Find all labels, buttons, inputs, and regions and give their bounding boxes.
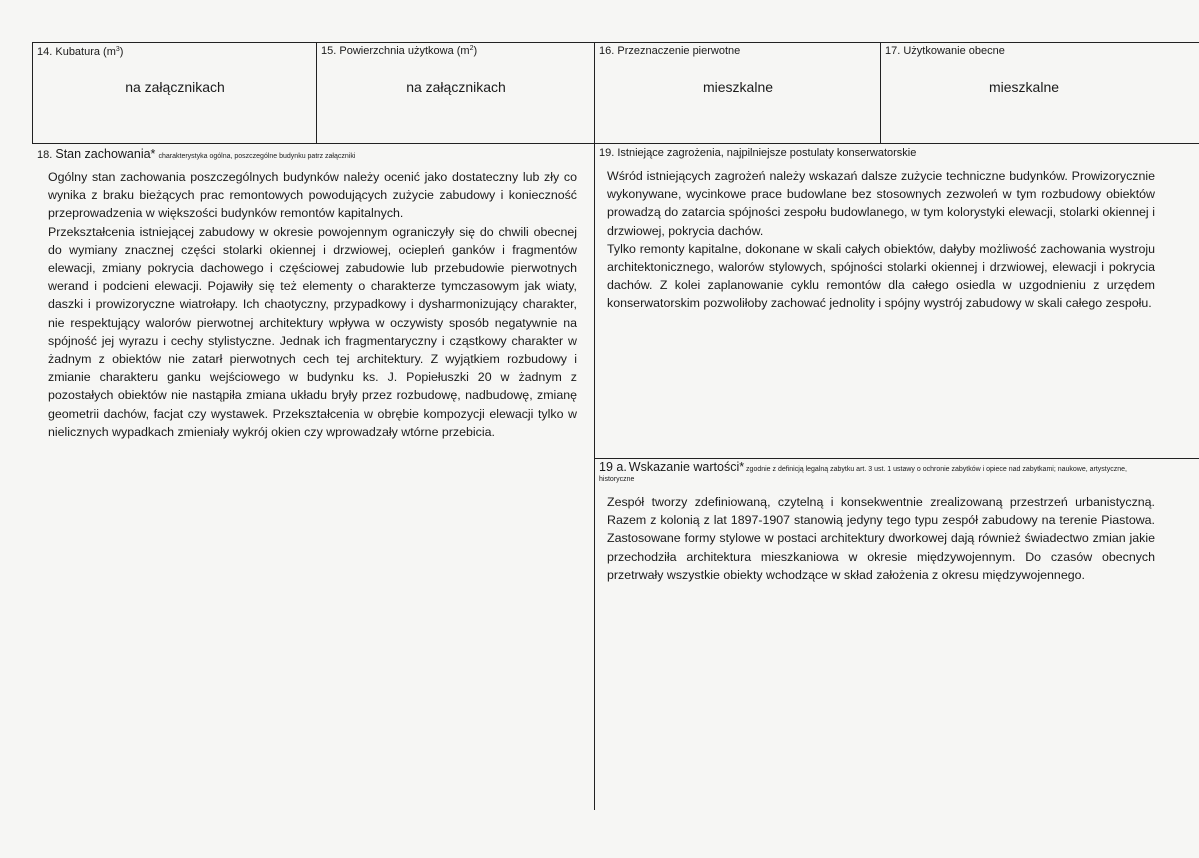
- cell-15-value: na załącznikach: [406, 79, 506, 95]
- cell-15-label: 15. Powierzchnia użytkowa $(m^2)$: [321, 45, 478, 57]
- column-divider-line-1: [316, 42, 317, 144]
- section-18-text: [48, 168, 577, 441]
- cell-17-label: 17. Użytkowanie obecne: [885, 45, 1005, 57]
- cell-14-label: 14. Kubatura $(m^3)$: [37, 46, 124, 58]
- column-divider-line-2: [594, 42, 595, 810]
- cell-17-value: mieszkalne: [988, 79, 1060, 95]
- section-19-text: [607, 167, 1155, 313]
- left-border-line: [32, 42, 33, 144]
- column-divider-line-3: [880, 42, 881, 144]
- cell-14-value: na załącznikach: [125, 79, 225, 95]
- cell-16-value: mieszkalne: [702, 79, 774, 95]
- section-19-paragraph: Tylko remonty kapitalne, dokonane w skali całych obiektów, dałyby możliwość zachowania wystroju architektonicznego, walorów stylowych, spójności stolarki okiennej i drzwiowej, elewacji i pokrycia dachów. Z kolei zaplanowanie cyklu remontów dla całego osiedla w uzgodnieniu z urzędem konserwatorskim pozwoliłoby zachować jednolity i spójny wystrój zabudowy w skali całego zespołu.: [607, 241, 1155, 311]
- section-19-paragraph: Wśród istniejących zagrożeń należy wskazań dalsze zużycie techniczne budynków. Prowizorycznie wykonywane, wycinkowe prace budowlane bez stosownych zezwoleń w tym rozbudowy obiektów prowadzą do zatarcia spójności zespołu budowlanego, w tym kolorystyki elewacji, stolarki okiennej i drzwiowej, pokrycia dachów.: [607, 169, 1155, 238]
- row-divider-line: [32, 143, 1199, 144]
- section-19-heading: 19. Istniejące zagrożenia, najpilniejsze postulaty konserwatorskie: [599, 147, 917, 159]
- section-18-paragraph: Przekształcenia istniejącej zabudowy w okresie powojennym ograniczyły się do chwili obecnej do wymiany znacznej części stolarki okiennej i drzwiowej, ociepleń ganków i fragmentów elewacji, zmiany pokrycia dachowego i częściowej zabudowie lub przebudowie pierwotnych werand i podcieni elewacji. Pojawiły się też elementy o charakterze tymczasowym jak wiaty, daszki i prowizoryczne wiatrołapy. Ich chaotyczny, przypadkowy i dysharmonizujący charakter, nie respektujący walorów pierwotnej architektury wpływa w oczywisty sposób negatywnie na spójność jej wyrazu i cechy stylistyczne. Jednak ich fragmentaryczny i cząstkowy charakter w żadnym z obiektów nie zatarł pierwotnych cech tej architektury. Z wyjątkiem rozbudowy i zmianie charakteru ganku wejściowego w budynku ks. J. Popiełuszki 20 w żadnym z pozostałych obiektów nie nastąpiła zmiana układu bryły przez rozbudowę, nadbudowę, zmianę geometrii dachów, facjat czy wystawek. Przekształcenia w obrębie kompozycji elewacji tylko w nielicznych wypadkach zmieniały wykrój okien czy wprowadzały wtórne przebicia.: [48, 224, 577, 439]
- section-19a-text: [607, 493, 1155, 584]
- section-19a-heading: 19 a. Wskazanie wartości* zgodnie z definicją legalną zabytku art. 3 ust. 1 ustawy o ochronie zabytków i opiece nad zabytkami; naukowe, artystyczne, historyczne: [599, 460, 1127, 483]
- cell-16-label: 16. Przeznaczenie pierwotne: [599, 45, 741, 57]
- top-border-line: [32, 42, 1199, 43]
- section-19a-paragraph: Zespół tworzy zdefiniowaną, czytelną i konsekwentnie zrealizowaną przestrzeń urbanistyczną. Razem z kolonią z lat 1897-1907 stanowią jedyny tego typu zespół zabudowy na terenie Piastowa. Zastosowane formy stylowe w postaci architektury dworkowej dają również świadectwo zmian jakie przechodziła architektura mieszkaniowa w okresie międzywojennym. Do czasów obecnych przetrwały wszystkie obiekty wchodzące w skład założenia z okresu międzywojennego.: [607, 495, 1155, 582]
- section-18-paragraph: Ogólny stan zachowania poszczególnych budynków należy ocenić jako dostateczny lub zły co wynika z braku bieżących prac remontowych powodujących zużycie zabudowy i konieczność przeprowadzenia w większości budynków remontów kapitalnych.: [48, 170, 577, 221]
- section-18-heading: 18. Stan zachowania* charakterystyka ogólna, poszczególne budynku patrz załączniki: [37, 147, 356, 161]
- section-19a-divider-line: [594, 458, 1199, 459]
